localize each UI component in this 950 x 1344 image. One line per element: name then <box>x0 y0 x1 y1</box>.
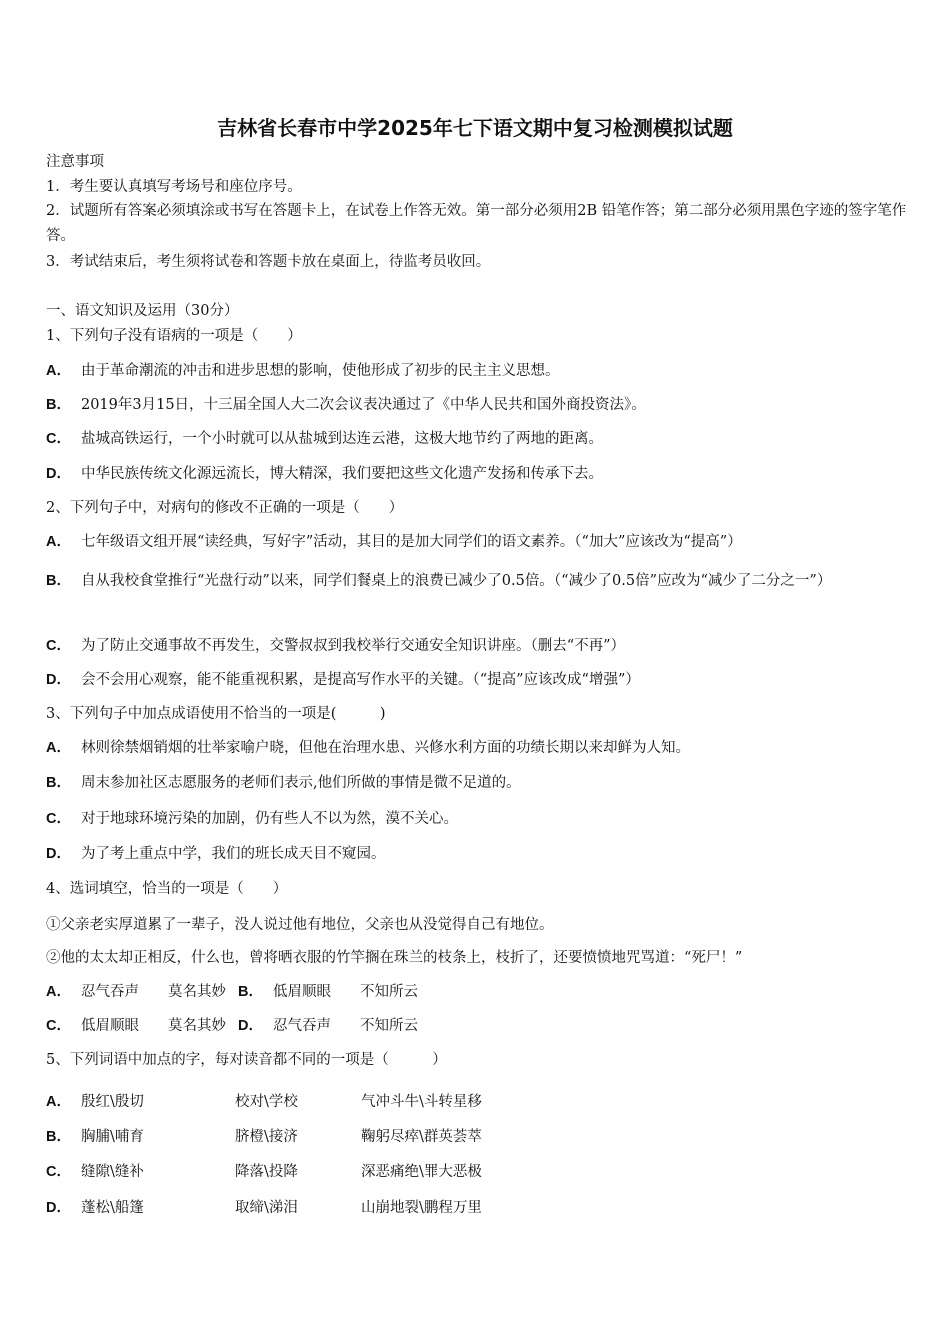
option-text: 中华民族传统文化源远流长，博大精深，我们要把这些文化遗产发扬和传承下去。 <box>80 466 603 482</box>
option-letter: B． <box>46 573 71 589</box>
notice-heading: 注意事项 <box>46 154 104 170</box>
option-text: 忍气吞声 莫名其妙 <box>80 984 226 1000</box>
q3-option-b <box>46 772 911 794</box>
word-pair-1: 殷红\殷切 <box>80 1094 144 1110</box>
word-pair-2: 校对\学校 <box>234 1094 298 1110</box>
option-letter: C． <box>46 1018 71 1034</box>
q5-option-d <box>46 1197 561 1219</box>
option-letter: B． <box>237 984 263 1000</box>
option-letter: C． <box>46 638 71 654</box>
q1-option-b <box>46 394 911 416</box>
section-heading: 一、语文知识及运用（30分） <box>46 303 239 319</box>
option-letter: C． <box>46 811 71 827</box>
q3-option-a <box>46 737 911 759</box>
option-text: 为了防止交通事故不再发生，交警叔叔到我校举行交通安全知识讲座。（删去“不再”） <box>80 638 626 654</box>
q3-option-c <box>46 808 911 830</box>
option-text: 对于地球环境污染的加剧，仍有些人不以为然，漠不关心。 <box>80 811 458 827</box>
option-text: 盐城高铁运行，一个小时就可以从盐城到达连云港，这极大地节约了两地的距离。 <box>80 431 603 447</box>
q2-option-c <box>46 635 911 657</box>
option-letter: A． <box>46 363 71 379</box>
option-letter: A． <box>46 1094 71 1110</box>
question-2-stem: 2、下列句子中，对病句的修改不正确的一项是（ ） <box>46 500 404 516</box>
option-letter: C． <box>46 431 71 447</box>
notice-item-1: 1．考生要认真填写考场号和座位序号。 <box>46 179 302 195</box>
option-text: 低眉顺眼 莫名其妙 <box>80 1018 226 1034</box>
option-text: 由于革命潮流的冲击和进步思想的影响，使他形成了初步的民主主义思想。 <box>80 363 560 379</box>
option-text: 自从我校食堂推行“光盘行动”以来，同学们餐桌上的浪费已减少了0.5倍。（“减少了0.5倍”应改为“减少了二分之一”） <box>80 573 832 589</box>
option-letter: D． <box>237 1018 263 1034</box>
page-title: 吉林省长春市中学2025年七下语文期中复习检测模拟试题 <box>217 116 733 140</box>
q5-option-b <box>46 1126 561 1148</box>
q5-option-c <box>46 1161 561 1183</box>
q4-options-row-1 <box>46 981 911 1003</box>
option-text: 忍气吞声 不知所云 <box>272 1018 418 1034</box>
option-text: 低眉顺眼 不知所云 <box>272 984 418 1000</box>
notice-item-2: 2．试题所有答案必须填涂或书写在答题卡上，在试卷上作答无效。第一部分必须用2B 铅笔作答；第二部分必须用黑色字迹的签字笔作答。 <box>46 203 907 244</box>
q1-option-a <box>46 360 911 382</box>
word-pair-1: 蓬松\船篷 <box>80 1200 144 1216</box>
option-letter: A． <box>46 984 71 1000</box>
word-pair-1: 缝隙\缝补 <box>80 1164 144 1180</box>
option-letter: A． <box>46 740 71 756</box>
q4-options-row-2 <box>46 1015 911 1037</box>
option-text: 周末参加社区志愿服务的老师们表示,他们所做的事情是微不足道的。 <box>80 775 521 791</box>
word-pair-2: 降落\投降 <box>234 1164 298 1180</box>
question-4-stem: 4、选词填空，恰当的一项是（ ） <box>46 881 288 897</box>
word-pair-3: 鞠躬尽瘁\群英荟萃 <box>360 1129 482 1145</box>
option-text: 七年级语文组开展“读经典，写好字”活动，其目的是加大同学们的语文素养。（“加大”应该改为“提高”） <box>80 534 742 550</box>
option-text: 2019年3月15日，十三届全国人大二次会议表决通过了《中华人民共和国外商投资法》。 <box>80 397 646 413</box>
question-1-stem: 1、下列句子没有语病的一项是（ ） <box>46 328 302 344</box>
q2-option-a <box>46 531 911 553</box>
q1-option-c <box>46 428 911 450</box>
option-text: 林则徐禁烟销烟的壮举家喻户晓，但他在治理水患、兴修水利方面的功绩长期以来却鲜为人知。 <box>80 740 690 756</box>
q3-option-d <box>46 843 911 865</box>
question-5-stem: 5、下列词语中加点的字，每对读音都不同的一项是（ ） <box>46 1052 447 1068</box>
word-pair-2: 取缔\涕泪 <box>234 1200 298 1216</box>
word-pair-3: 深恶痛绝\罪大恶极 <box>360 1164 482 1180</box>
q2-option-d <box>46 669 911 691</box>
q2-option-b <box>46 563 911 599</box>
q4-sentence-2: ②他的太太却正相反，什么也，曾将晒衣服的竹竿搁在珠兰的枝条上，枝折了，还要愤愤地咒骂道：“死尸！” <box>46 950 743 966</box>
word-pair-3: 气冲斗牛\斗转星移 <box>360 1094 482 1110</box>
option-text: 为了考上重点中学，我们的班长成天目不窥园。 <box>80 846 386 862</box>
notice-item-3: 3．考试结束后，考生须将试卷和答题卡放在桌面上，待监考员收回。 <box>46 254 491 270</box>
word-pair-2: 脐橙\接济 <box>234 1129 298 1145</box>
option-letter: D． <box>46 466 71 482</box>
option-letter: C． <box>46 1164 71 1180</box>
option-letter: D． <box>46 672 71 688</box>
q5-option-a <box>46 1091 561 1113</box>
option-letter: A． <box>46 534 71 550</box>
option-letter: D． <box>46 1200 71 1216</box>
question-3-stem: 3、下列句子中加点成语使用不恰当的一项是( ) <box>46 706 386 722</box>
q4-sentence-1: ①父亲老实厚道累了一辈子，没人说过他有地位，父亲也从没觉得自己有地位。 <box>46 917 554 933</box>
option-letter: B． <box>46 1129 71 1145</box>
word-pair-3: 山崩地裂\鹏程万里 <box>360 1200 482 1216</box>
option-letter: B． <box>46 397 71 413</box>
q1-option-d <box>46 463 911 485</box>
option-text: 会不会用心观察，能不能重视积累，是提高写作水平的关键。（“提高”应该改成“增强”） <box>80 672 640 688</box>
word-pair-1: 胸脯\哺育 <box>80 1129 144 1145</box>
option-letter: B． <box>46 775 71 791</box>
option-letter: D． <box>46 846 71 862</box>
